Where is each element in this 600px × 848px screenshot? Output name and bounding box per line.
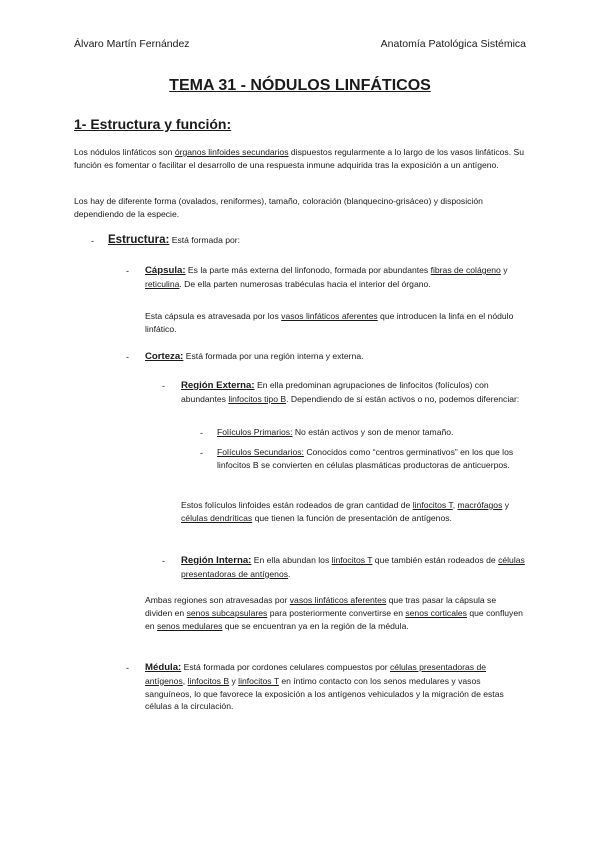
ambas-regiones-paragraph: Ambas regiones son atravesadas por vasos linfáticos aferentes que tras pasar la cápsula se dividen en senos subcapsulares para posteriormente convertirse en senos corticales que confluyen en senos medulares que se encuentran ya en la región de la médula. (145, 595, 523, 631)
bullet-dash: - (162, 381, 165, 391)
section-heading: 1- Estructura y función: (74, 116, 232, 132)
capsula-paragraph-2: Esta cápsula es atravesada por los vasos linfáticos aferentes que introducen la linfa en el nódulo linfático. (145, 311, 514, 334)
header-subject: Anatomía Patológica Sistémica (380, 38, 526, 50)
bullet-dash: - (91, 236, 94, 246)
corteza-item: Corteza: Está formada por una región interna y externa. (145, 351, 364, 362)
bullet-dash: - (126, 266, 129, 276)
region-interna-item: Región Interna: En ella abundan los linfocitos T que también están rodeados de células presentadoras de antígenos. (181, 555, 525, 579)
bullet-dash: - (126, 352, 129, 362)
intro-paragraph-2: Los hay de diferente forma (ovalados, reniformes), tamaño, coloración (blanquecino-grisáceo) y disposición dependiendo de la especie. (74, 196, 483, 219)
bullet-dash: - (200, 428, 203, 438)
foliculos-primarios-item: Folículos Primarios: No están activos y son de menor tamaño. (217, 427, 454, 437)
foliculos-secundarios-item: Folículos Secundarios: Conocidos como “centros germinativos” en los que los linfocitos B se convierten en células plasmáticas productoras de anticuerpos. (217, 447, 514, 470)
bullet-dash: - (126, 663, 129, 673)
foliculos-note: Estos folículos linfoides están rodeados de gran cantidad de linfocitos T, macrófagos y células dendríticas que tienen la función de presentación de antígenos. (181, 500, 510, 523)
intro-paragraph-1: Los nódulos linfáticos son órganos linfoides secundarios dispuestos regularmente a lo largo de los vasos linfáticos. Su función es fomentar o facilitar el desarrollo de una respuesta inmune adquirida tras la exposición a un antígeno. (74, 147, 525, 170)
capsula-item: Cápsula: Es la parte más externa del linfonodo, formada por abundantes fibras de colágeno y reticulina. De ella parten numerosas trabéculas hacia el interior del órgano. (145, 265, 508, 289)
medula-item: Médula: Está formada por cordones celulares compuestos por células presentadoras de antígenos, linfocitos B y linfocitos T en íntimo contacto con los senos medulares y vasos sanguíneos, lo que favorece la exposición a los antígenos vehiculados y la migración de estas células a la circulación. (145, 662, 504, 712)
region-externa-item: Región Externa: En ella predominan agrupaciones de linfocitos (folículos) con abundantes linfocitos tipo B. Dependiendo de si están activos o no, podemos diferenciar: (181, 380, 520, 404)
header-author: Álvaro Martín Fernández (74, 38, 190, 50)
bullet-dash: - (200, 448, 203, 458)
estructura-item: Estructura: Está formada por: (108, 234, 241, 246)
document-title: TEMA 31 - NÓDULOS LINFÁTICOS (169, 77, 431, 94)
bullet-dash: - (162, 556, 165, 566)
